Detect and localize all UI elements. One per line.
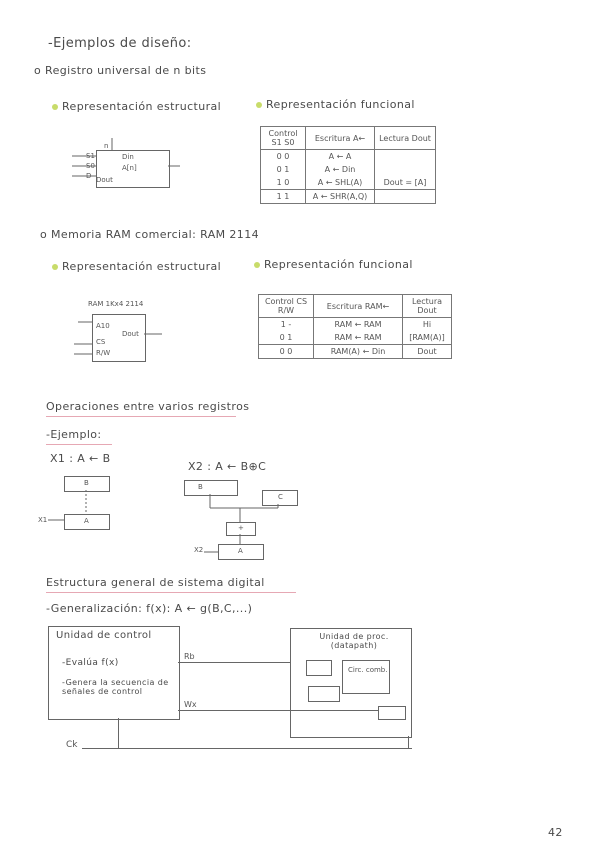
ex2-x-text: X2 — [194, 546, 204, 554]
ex2-label: X2 : A ← B⊕C — [188, 460, 267, 473]
item-ram-title: o Memoria RAM comercial: RAM 2114 — [40, 228, 260, 241]
ex1-x-text: X1 — [38, 516, 48, 524]
signal-wx: Wx — [184, 700, 197, 709]
sub-structural-1: Representación estructural — [52, 100, 221, 113]
processing-unit-title: Unidad de proc. (datapath) — [319, 632, 389, 650]
t2-cell: Hi — [403, 318, 452, 332]
reg-left-s1: S1 — [86, 152, 95, 160]
reg-pin-dout: Dout — [96, 176, 113, 184]
signal-ck: Ck — [66, 740, 78, 750]
sub-functional-2: Representación funcional — [254, 258, 413, 271]
ram-pin-dout: Dout — [122, 330, 139, 338]
t1-header-control: Control S1 S0 — [261, 127, 306, 150]
ejemplo-label: -Ejemplo: — [46, 428, 102, 441]
t1-cell: 1 1 — [261, 190, 306, 204]
t2-cell: 0 0 — [259, 345, 314, 359]
reg-in-top: n — [104, 142, 109, 150]
t1-cell: A ← Din — [306, 163, 375, 176]
page-number: 42 — [548, 826, 563, 839]
ex1-label: X1 : A ← B — [50, 452, 111, 465]
t1-cell: A ← A — [306, 150, 375, 164]
t1-header-write: Escritura A← — [306, 127, 375, 150]
ram-pin-a: A10 — [96, 322, 110, 330]
t2-header-control: Control CS R/W — [259, 295, 314, 318]
page-heading: -Ejemplos de diseño: — [48, 36, 192, 51]
ex1-a-text: A — [84, 517, 89, 525]
ex2-op-text: + — [238, 524, 244, 532]
ex2-c-text: C — [278, 493, 283, 501]
control-unit-title: Unidad de control — [56, 630, 152, 641]
t1-cell: A ← SHR(A,Q) — [306, 190, 375, 204]
reg-pin-din: Din — [122, 153, 134, 161]
t2-cell: RAM(A) ← Din — [314, 345, 403, 359]
ram-title: RAM 1Kx4 2114 — [88, 300, 144, 308]
t1-cell: 0 0 — [261, 150, 306, 164]
ram-pin-cs: CS — [96, 338, 106, 346]
section-structure: Estructura general de sistema digital — [46, 576, 265, 589]
t1-cell: 0 1 — [261, 163, 306, 176]
t1-cell: 1 0 — [261, 176, 306, 190]
t2-cell: RAM ← RAM — [314, 318, 403, 332]
item-register-title: o Registro universal de n bits — [34, 64, 207, 77]
generalization-text: -Generalización: f(x): A ← g(B,C,...) — [46, 602, 253, 615]
t2-cell: 0 1 — [259, 331, 314, 345]
signal-rb: Rb — [184, 652, 195, 661]
sub-functional-1: Representación funcional — [256, 98, 415, 111]
t2-header-read: Lectura Dout — [403, 295, 452, 318]
t1-cell: Dout = [A] — [375, 176, 436, 190]
t2-cell: [RAM(A)] — [403, 331, 452, 345]
control-unit-line1: -Evalúa f(x) — [62, 658, 119, 668]
t2-cell: 1 - — [259, 318, 314, 332]
section-operations: Operaciones entre varios registros — [46, 400, 250, 413]
proc-comb-text: Circ. comb. — [348, 666, 388, 674]
reg-left-s0: S0 — [86, 162, 95, 170]
t1-cell: A ← SHL(A) — [306, 176, 375, 190]
control-unit-line2: -Genera la secuencia de señales de control — [62, 678, 169, 696]
sub-structural-2: Representación estructural — [52, 260, 221, 273]
ex2-a-text: A — [238, 547, 243, 555]
ram-pin-rw: R/W — [96, 349, 111, 357]
t2-cell: Dout — [403, 345, 452, 359]
t2-header-write: Escritura RAM← — [314, 295, 403, 318]
t2-cell: RAM ← RAM — [314, 331, 403, 345]
ex2-b-text: B — [198, 483, 203, 491]
t1-header-read: Lectura Dout — [375, 127, 436, 150]
ex1-b-text: B — [84, 479, 89, 487]
reg-pin-a: A[n] — [122, 164, 137, 172]
reg-left-d: D — [86, 172, 92, 180]
